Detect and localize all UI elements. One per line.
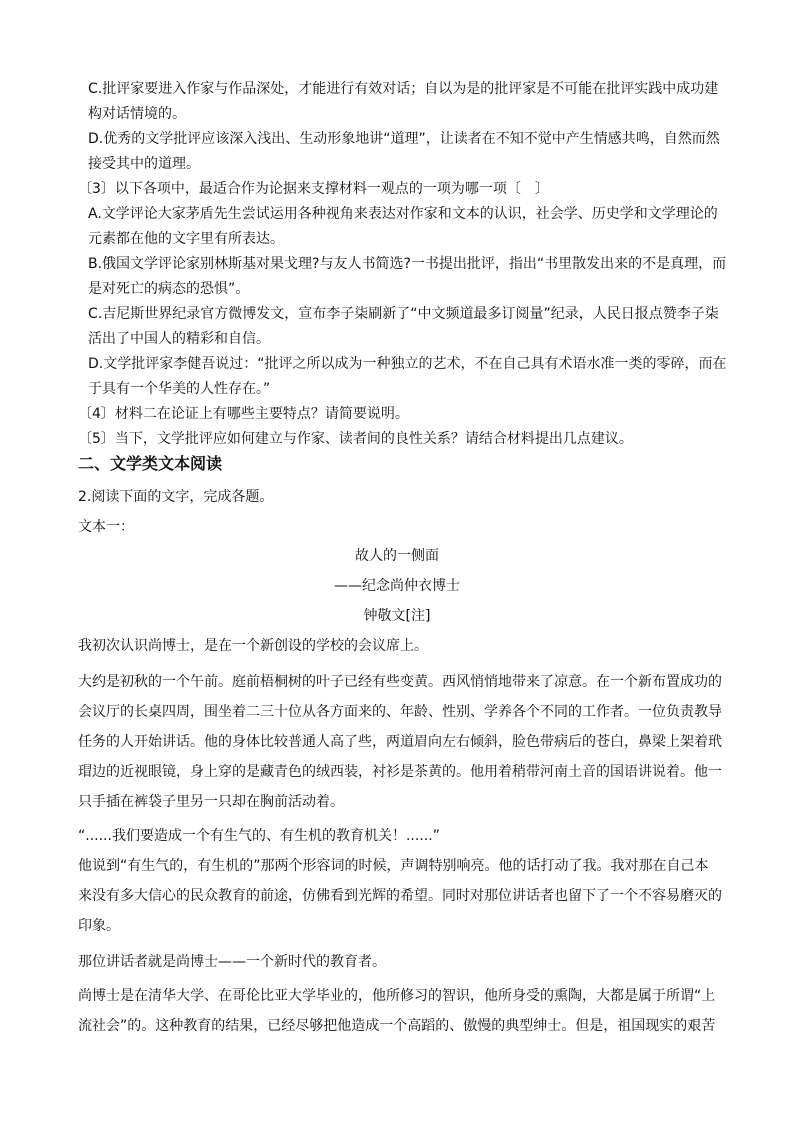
question-2-intro: 2.阅读下面的文字，完成各题。	[78, 489, 274, 505]
article-title: 故人的一侧面	[355, 548, 439, 564]
paragraph-line: 尚博士是在清华大学、在哥伦比亚大学毕业的，他所修习的智识，他所身受的熏陶，大都是属于所谓“上	[78, 988, 716, 1004]
q3-option-b-line-2: 是对死亡的病态的恐惧”。	[88, 281, 250, 297]
option-c-line-2: 构对话情境的。	[88, 106, 186, 122]
q3-option-d-line-1: D.文学批评家李健吾说过：“批评之所以成为一种独立的艺术，不在自己具有术语水准一类的零碎，而在	[88, 356, 727, 372]
article-subtitle: ——纪念尚仲衣博士	[334, 578, 460, 594]
option-d-line-2: 接受其中的道理。	[88, 156, 200, 172]
option-d-line-1: D.优秀的文学批评应该深入浅出、生动形象地讲“道理”，让读者在不知不觉中产生情感共鸣，自然而然	[88, 131, 720, 147]
paragraph-line: 瑁边的近视眼镜，身上穿的是藏青色的绒西装，衬衫是茶黄的。他用着稍带河南土音的国语讲说着。他一	[78, 764, 722, 780]
option-c-line-1: C.批评家要进入作家与作品深处，才能进行有效对话；自以为是的批评家是不可能在批评实践中成功建	[88, 81, 719, 97]
paragraph-line: 流社会”的。这种教育的结果，已经尽够把他造成一个高蹈的、傲慢的典型绅士。但是，祖国现实的艰苦	[78, 1018, 716, 1034]
q3-option-b-line-1: B.俄国文学评论家别林斯基对果戈理?与友人书简选?一书提出批评，指出“书里散发出来的不是真理，而	[88, 256, 727, 272]
text-label: 文本一：	[78, 519, 134, 535]
paragraph-line: 印象。	[78, 918, 120, 934]
paragraph-line: 他说到“有生气的，有生机的”那两个形容词的时候，声调特别响亮。他的话打动了我。我对那在自己本	[78, 858, 709, 874]
paragraph-line: 会议厅的长桌四周，围坐着二三十位从各方面来的、年龄、性别、学养各个不同的工作者。一位负责教导	[78, 704, 722, 720]
article-author: 钟敬文[注]	[363, 608, 431, 624]
question-3-stem: 〔3〕以下各项中，最适合作为论据来支撑材料一观点的一项为哪一项〔 〕	[78, 181, 549, 197]
paragraph-line: 大约是初秋的一个午前。庭前梧桐树的叶子已经有些变黄。西风悄悄地带来了凉意。在一个新布置成功的	[78, 674, 722, 690]
paragraph-line: 来没有多大信心的民众教育的前途，仿佛看到光辉的希望。同时对那位讲话者也留下了一个不容易磨灭的	[78, 888, 722, 904]
paragraph-line: “......我们要造成一个有生气的、有生机的教育机关！......”	[78, 828, 440, 844]
q3-option-d-line-2: 于具有一个华美的人性存在。”	[88, 381, 271, 397]
question-4: 〔4〕材料二在论证上有哪些主要特点？请简要说明。	[78, 406, 409, 422]
q3-option-c-line-2: 活出了中国人的精彩和自信。	[88, 331, 270, 347]
paragraph-line: 我初次认识尚博士，是在一个新创设的学校的会议席上。	[78, 638, 428, 654]
q3-option-a-line-1: A.文学评论大家茅盾先生尝试运用各种视角来表达对作家和文本的认识，社会学、历史学和文学理论的	[88, 206, 718, 222]
paragraph-line: 任务的人开始讲话。他的身体比较普通人高了些，两道眉向左右倾斜，脸色带病后的苍白，鼻梁上架着玳	[78, 734, 722, 750]
paragraph-line: 那位讲话者就是尚博士——一个新时代的教育者。	[78, 954, 386, 970]
section-heading: 二、文学类文本阅读	[78, 454, 223, 473]
q3-option-a-line-2: 元素都在他的文字里有所表达。	[88, 231, 284, 247]
paragraph-line: 只手插在裤袋子里另一只却在胸前活动着。	[78, 794, 344, 810]
question-5: 〔5〕当下，文学批评应如何建立与作家、读者间的良性关系？请结合材料提出几点建议。	[78, 431, 633, 447]
q3-option-c-line-1: C.吉尼斯世界纪录官方微博发文，宣布李子柒刷新了“中文频道最多订阅量”纪录，人民日报点赞李子柒	[88, 306, 719, 322]
